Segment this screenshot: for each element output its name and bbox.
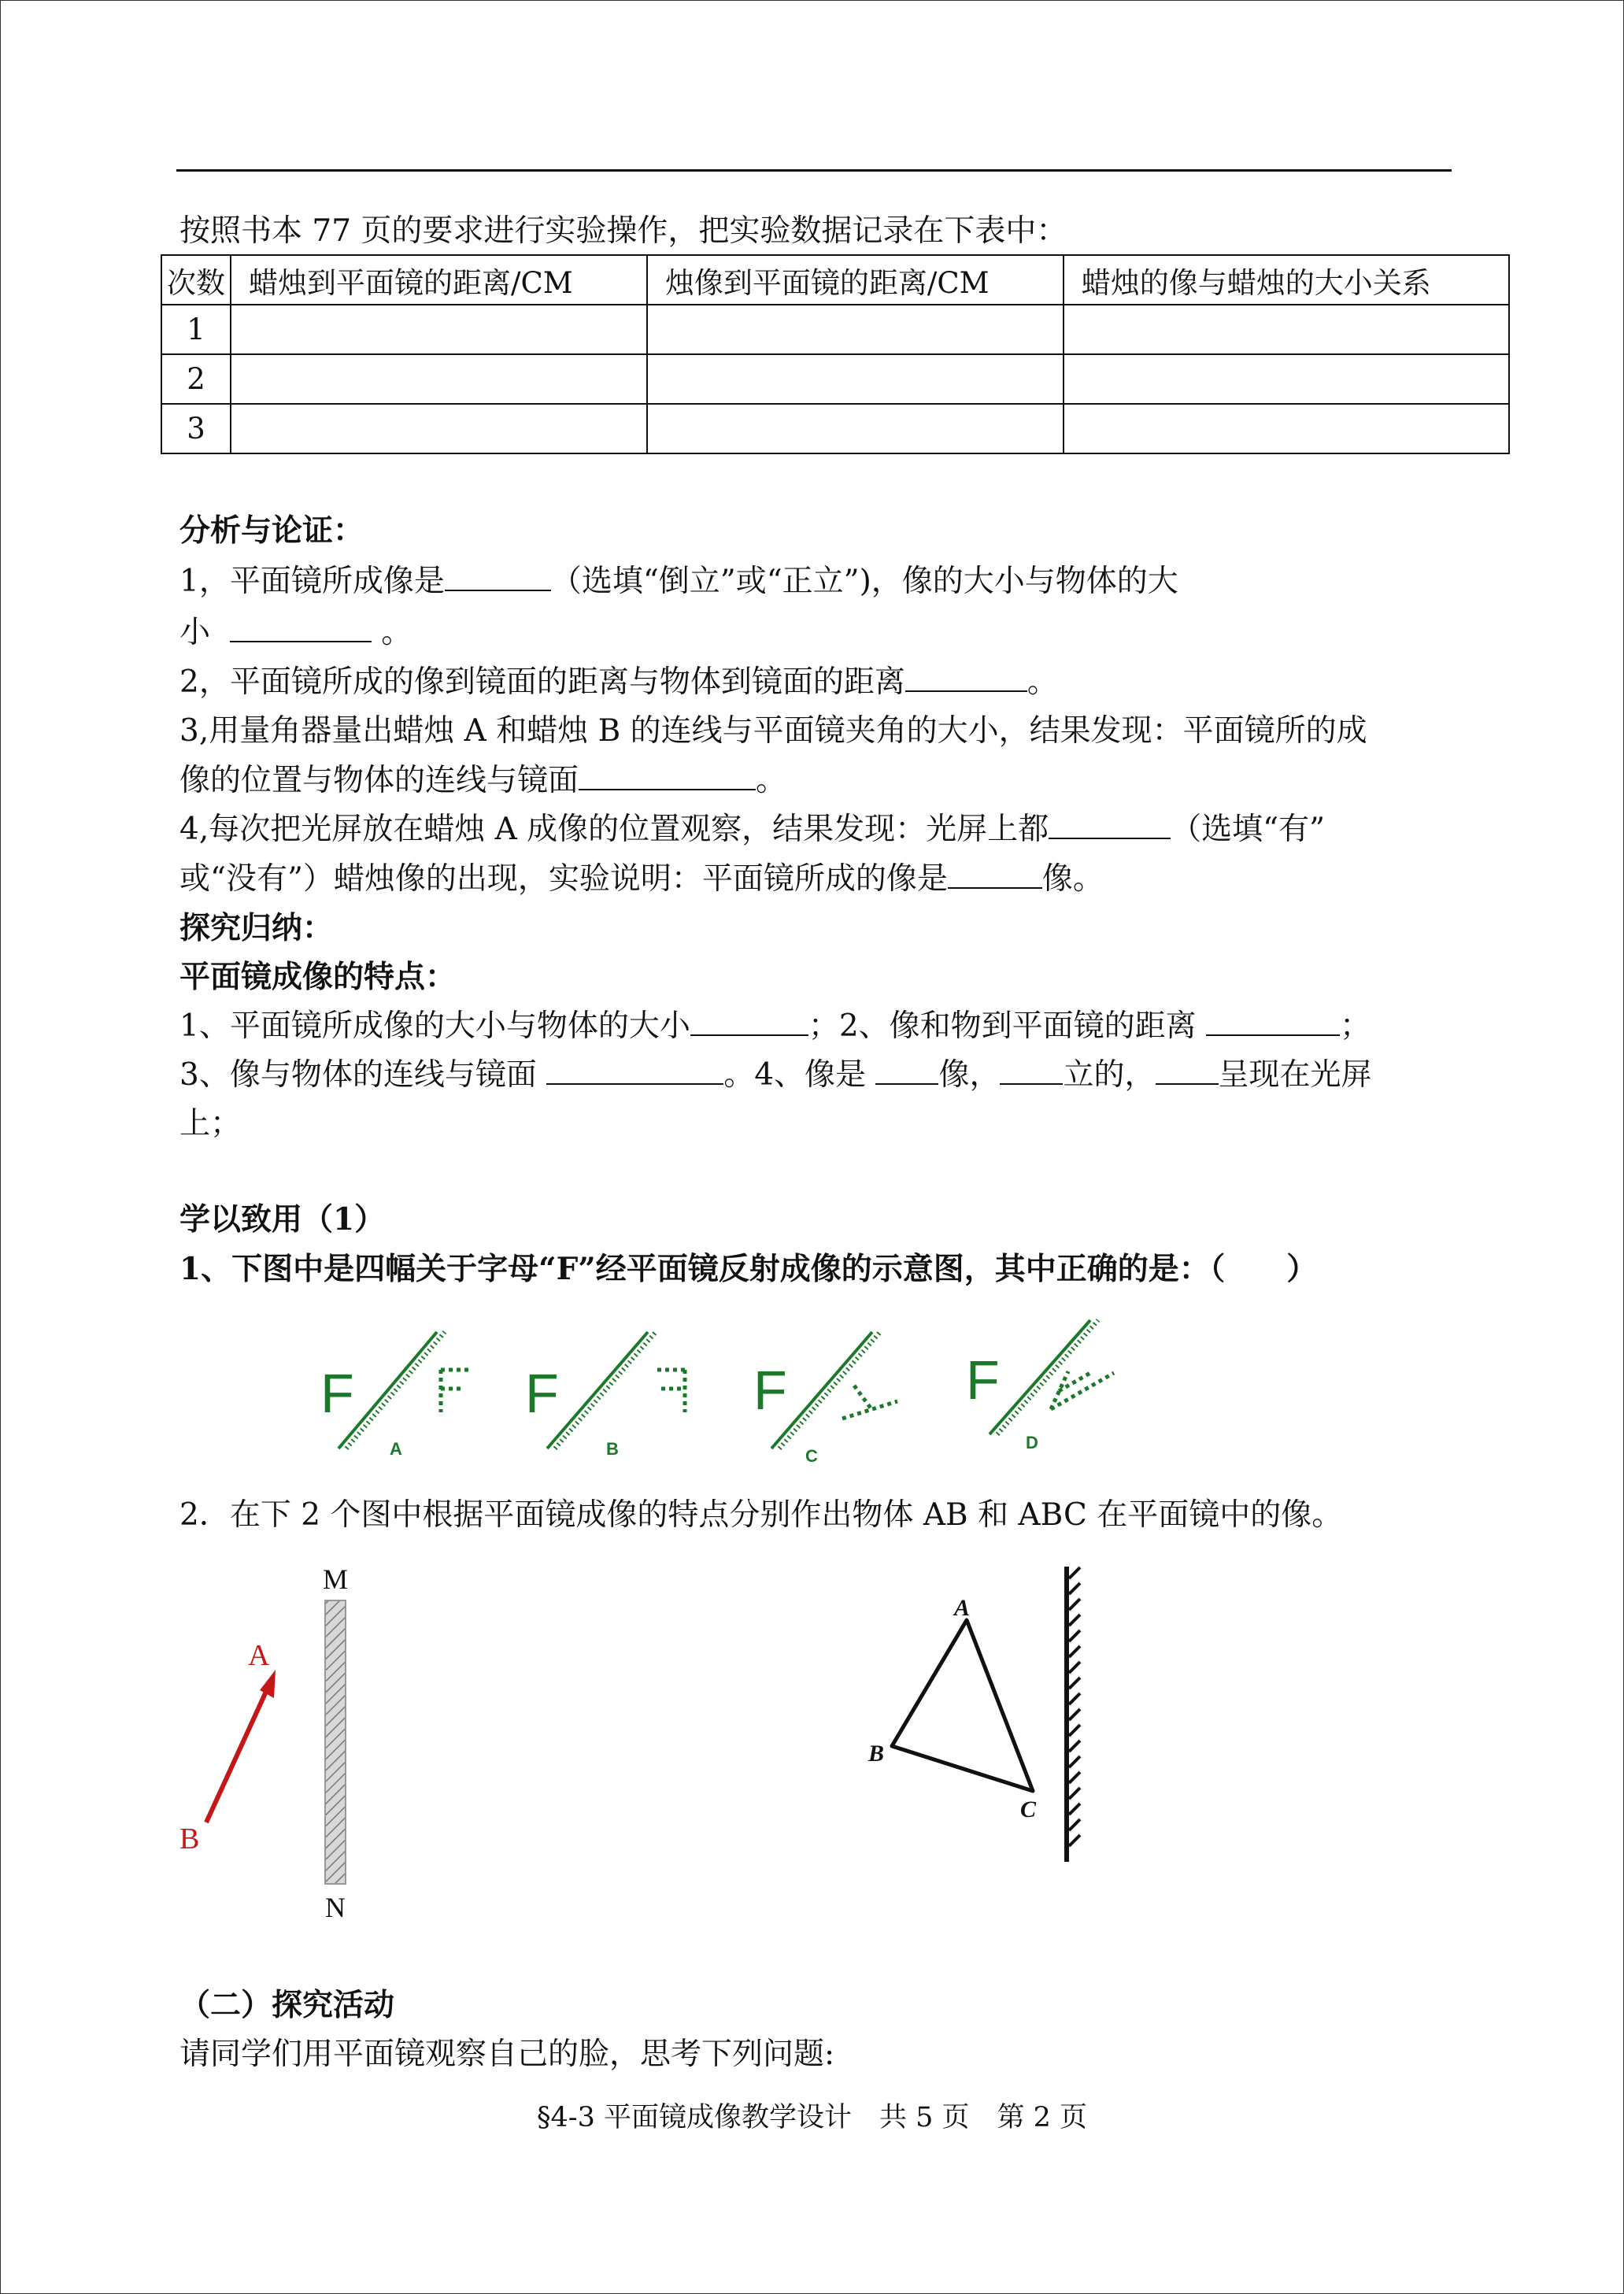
table-cell: 2 (161, 354, 231, 404)
letter-f: F (966, 1349, 1000, 1411)
letter-f: F (320, 1363, 354, 1424)
label-a: A (954, 1595, 971, 1621)
q1-text-4: 。 (381, 615, 412, 650)
table-cell: 3 (161, 404, 231, 453)
analysis-q3-line1: 3,用量角器量出蜡烛 A 和蜡烛 B 的连线与平面镜夹角的大小，结果发现：平面镜所的成 (179, 713, 1367, 749)
mirror-hatch (779, 1332, 880, 1449)
q1-text-3: 小 (179, 615, 211, 650)
table-row (161, 404, 1509, 453)
image-f-d (1051, 1371, 1114, 1409)
summary-text-7: 立的， (1063, 1057, 1156, 1093)
practice-heading: 学以致用（1） (179, 1201, 386, 1238)
table-cell (647, 305, 1064, 354)
label-b: B (179, 1822, 200, 1856)
q3-text: 像的位置与物体的连线与镜面 (179, 763, 579, 798)
q4-text-3: 或“没有”）蜡烛像的出现，实验说明：平面镜所成的像是 (179, 861, 948, 897)
arrowhead (260, 1670, 276, 1698)
option-a[interactable] (320, 1332, 468, 1459)
label-m: M (323, 1563, 349, 1595)
table-row (161, 354, 1509, 404)
summary-text-8: 呈现在光屏 (1218, 1057, 1372, 1093)
activity-text: 请同学们用平面镜观察自己的脸，思考下列问题: (179, 2037, 835, 2072)
summary-text-3: ； (1340, 1008, 1371, 1044)
analysis-q4-line2 (179, 857, 1104, 902)
triangle-abc (892, 1620, 1033, 1791)
table-row (161, 305, 1509, 354)
table-cell (647, 404, 1064, 453)
table-cell (647, 354, 1064, 404)
image-f-c (842, 1386, 897, 1419)
image-f-b (657, 1370, 685, 1412)
option-c[interactable] (753, 1332, 897, 1466)
answer-blank[interactable] (1206, 1011, 1340, 1036)
summary-text-5: 。4、像是 (723, 1057, 867, 1093)
label-a: A (248, 1639, 270, 1672)
summary-subheading: 平面镜成像的特点： (179, 959, 457, 995)
answer-blank[interactable] (690, 1011, 808, 1036)
option-b[interactable] (525, 1332, 685, 1459)
option-label: D (1026, 1433, 1038, 1452)
table-cell (231, 305, 647, 354)
answer-blank[interactable] (875, 1060, 938, 1085)
object-ab-line (206, 1685, 269, 1822)
image-f-a (441, 1370, 468, 1412)
mirror-hatch (555, 1332, 656, 1449)
analysis-q2 (179, 660, 1058, 705)
answer-blank[interactable] (230, 617, 372, 642)
option-label: C (805, 1446, 818, 1466)
label-n: N (325, 1892, 346, 1923)
table-header-row (161, 255, 1509, 305)
label-b: B (868, 1741, 885, 1767)
mirror-line (990, 1320, 1090, 1434)
q4-text: 4,每次把光屏放在蜡烛 A 成像的位置观察，结果发现：光屏上都 (179, 812, 1049, 847)
q1-text-2: （选填“倒立”或“正立”)，像的大小与物体的大 (550, 564, 1178, 599)
mirror-hatch (1069, 1567, 1080, 1846)
practice-q1: 1、下图中是四幅关于字母“F”经平面镜反射成像的示意图，其中正确的是：（ ） (179, 1251, 1318, 1287)
summary-line2 (179, 1053, 1372, 1098)
table-header: 蜡烛到平面镜的距离/CM (231, 255, 647, 305)
answer-blank[interactable] (1000, 1060, 1063, 1085)
mirror-hatch (346, 1332, 445, 1449)
label-c: C (1020, 1796, 1037, 1822)
answer-blank[interactable] (1156, 1060, 1219, 1085)
answer-blank[interactable] (948, 864, 1042, 889)
mirror-ab-figure (165, 1563, 370, 1933)
answer-blank[interactable] (905, 667, 1027, 692)
table-header: 蜡烛的像与蜡烛的大小关系 (1064, 255, 1509, 305)
table-cell: 1 (161, 305, 231, 354)
q1-text: 1，平面镜所成像是 (179, 564, 445, 599)
analysis-q4-line1 (179, 807, 1325, 853)
practice-q2: 2．在下 2 个图中根据平面镜成像的特点分别作出物体 AB 和 ABC 在平面镜中的像。 (179, 1497, 1343, 1533)
summary-heading: 探究归纳： (179, 910, 334, 946)
mirror-mn (325, 1600, 346, 1884)
table-header: 烛像到平面镜的距离/CM (647, 255, 1064, 305)
answer-blank[interactable] (546, 1060, 723, 1085)
summary-text-2: ；2、像和物到平面镜的距离 (808, 1008, 1197, 1044)
intro-text: 按照书本 77 页的要求进行实验操作，把实验数据记录在下表中： (179, 213, 1067, 249)
summary-text: 1、平面镜所成像的大小与物体的大小 (179, 1008, 690, 1044)
answer-blank[interactable] (445, 566, 551, 591)
letter-f: F (525, 1363, 559, 1424)
summary-line1 (179, 1004, 1371, 1049)
mirror-abc-figure (850, 1563, 1118, 1885)
table-header: 次数 (161, 255, 231, 305)
table-cell (231, 404, 647, 453)
answer-blank[interactable] (1049, 814, 1171, 839)
option-d[interactable] (966, 1320, 1114, 1452)
q4-text-2: （选填“有” (1171, 812, 1326, 847)
mirror-line (547, 1332, 648, 1449)
data-table (161, 254, 1510, 454)
q3-text-2: 。 (756, 763, 787, 798)
analysis-q1-line2 (179, 610, 412, 656)
table-cell (1064, 404, 1509, 453)
analysis-q3-line2 (179, 758, 786, 804)
option-label: B (606, 1439, 619, 1459)
answer-blank[interactable] (579, 765, 756, 790)
q2-text-2: 。 (1027, 664, 1058, 700)
summary-text-6: 像， (938, 1057, 1001, 1093)
summary-line3: 上； (179, 1106, 242, 1141)
mirror-hatch (997, 1320, 1098, 1434)
summary-text-4: 3、像与物体的连线与镜面 (179, 1057, 537, 1093)
activity-heading: （二）探究活动 (179, 1987, 395, 2023)
page-footer: §4-3 平面镜成像教学设计 共 5 页 第 2 页 (536, 2102, 1088, 2133)
f-mirror-figure (311, 1316, 1145, 1474)
q2-text: 2，平面镜所成的像到镜面的距离与物体到镜面的距离 (179, 664, 905, 700)
option-label: A (390, 1439, 402, 1459)
table-cell (231, 354, 647, 404)
table-cell (1064, 305, 1509, 354)
analysis-q1-line1 (179, 559, 1178, 605)
header-rule (176, 169, 1452, 172)
analysis-heading: 分析与论证： (179, 512, 364, 549)
q4-text-4: 像。 (1041, 861, 1104, 897)
letter-f: F (753, 1360, 787, 1421)
table-cell (1064, 354, 1509, 404)
